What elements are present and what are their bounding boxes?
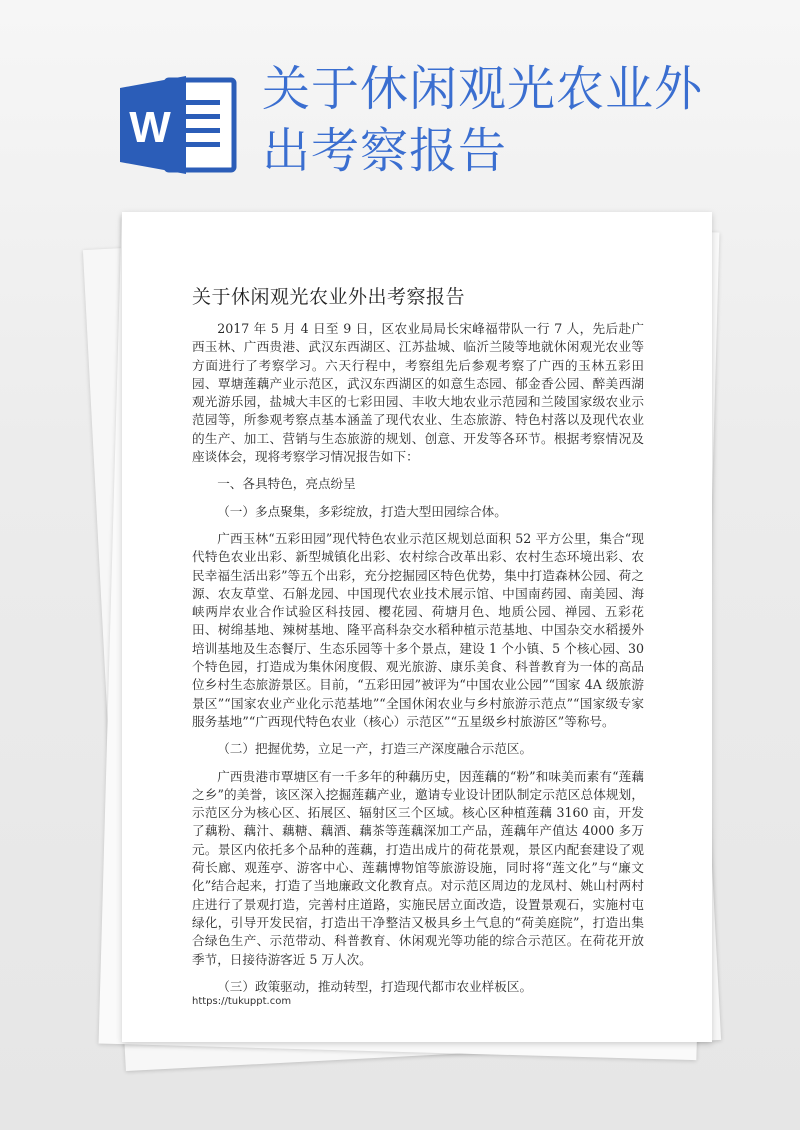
footer-url: https://tukuppt.com [192,996,292,1007]
subsection-heading-3: （三）政策驱动，推动转型，打造现代都市农业样板区。 [217,978,533,994]
paragraph-guigang: 广西贵港市覃塘区有一千多年的种藕历史，因莲藕的“粉”和味美而素有“莲藕之乡”的美誉，该区深入挖掘莲藕产业，邀请专业设计团队制定示范区总体规划，示范区分为核心区、拓展区、辐射区三个区域。核心区种植莲藕 3160 亩，开发了藕粉、藕汁、藕糖、藕酒、藕茶等莲藕深加工产品，莲藕年产值达 4000 多万元。景区内依托多个品种的莲藕，打造出成片的荷花景观，景区内配套建设了观荷长廊、观莲亭、游客中心、莲藕博物馆等旅游设施，同时将“莲文化”与“廉文化”结合起来，打造了当地廉政文化教育点。对示范区周边的龙凤村、姚山村两村庄进行了景观打造，完善村庄道路，实施民居立面改造，设置景观石，实施村屯绿化，引导开发民宿，打造出干净整洁又极具乡土气息的“荷美庭院”，打造出集合绿色生产、示范带动、科普教育、休闲观光等功能的综合示范区。在荷花开放季节，日接待游客近 5 万人次。 [192,768,644,967]
document-title: 关于休闲观光农业外出考察报告 [192,286,466,308]
paragraph-yulin: 广西玉林“五彩田园”现代特色农业示范区规划总面积 52 平方公里，集合“现代特色农业出彩、新型城镇化出彩、农村综合改革出彩、农村生态环境出彩、农民幸福生活出彩”等五个出彩，充分挖掘园区特色优势，集中打造森林公园、荷之源、农友草堂、石斛龙园、中国现代农业技术展示馆、中国南药园、南美园、海峡两岸农业合作试验区科技园、樱花园、荷塘月色、地质公园、禅园、五彩花田、树绵基地、辣树基地、隆平高科杂交水稻种植示范基地、中国杂交水稻援外培训基地及生态餐厅、生态乐园等十多个景点，建设 1 个小镇、5 个核心园、30 个特色园，打造成为集休闲度假、观光旅游、康乐美食、科普教育为一体的高品位乡村生态旅游景区。目前，“五彩田园”被评为“中国农业公园”“国家 4A 级旅游景区”“国家农业产业化示范基地”“全国休闲农业与乡村旅游示范点”“国家级专家服务基地”“广西现代特色农业（核心）示范区”“五星级乡村旅游区”等称号。 [192,530,644,729]
subsection-heading-2: （二）把握优势，立足一产，打造三产深度融合示范区。 [217,741,533,757]
svg-text:W: W [129,103,171,152]
word-document-icon [120,76,238,174]
header-title: 关于休闲观光农业外出考察报告 [262,61,704,179]
document-body [192,320,644,1005]
document-page [122,212,712,1042]
section-heading-1: 一、各具特色，亮点纷呈 [217,476,356,492]
paragraph-intro: 2017 年 5 月 4 日至 9 日，区农业局局长宋峰福带队一行 7 人，先后赴广西玉林、广西贵港、武汉东西湖区、江苏盐城、临沂兰陵等地就休闲观光农业等方面进行了考察学习。六天行程中，考察组先后参观考察了广西的玉林五彩田园、覃塘莲藕产业示范区，武汉东西湖区的如意生态园、郁金香公园、醉美西湖观光游乐园，盐城大丰区的七彩田园、丰收大地农业示范园和兰陵国家级农业示范园等，所参观考察点基本涵盖了现代农业、生态旅游、特色村落以及现代农业的生产、加工、营销与生态旅游的规划、创意、开发等各环节。根据考察情况及座谈体会，现将考察学习情况报告如下： [192,321,644,465]
subsection-heading-1: （一）多点聚集，多彩绽放，打造大型田园综合体。 [217,503,507,519]
